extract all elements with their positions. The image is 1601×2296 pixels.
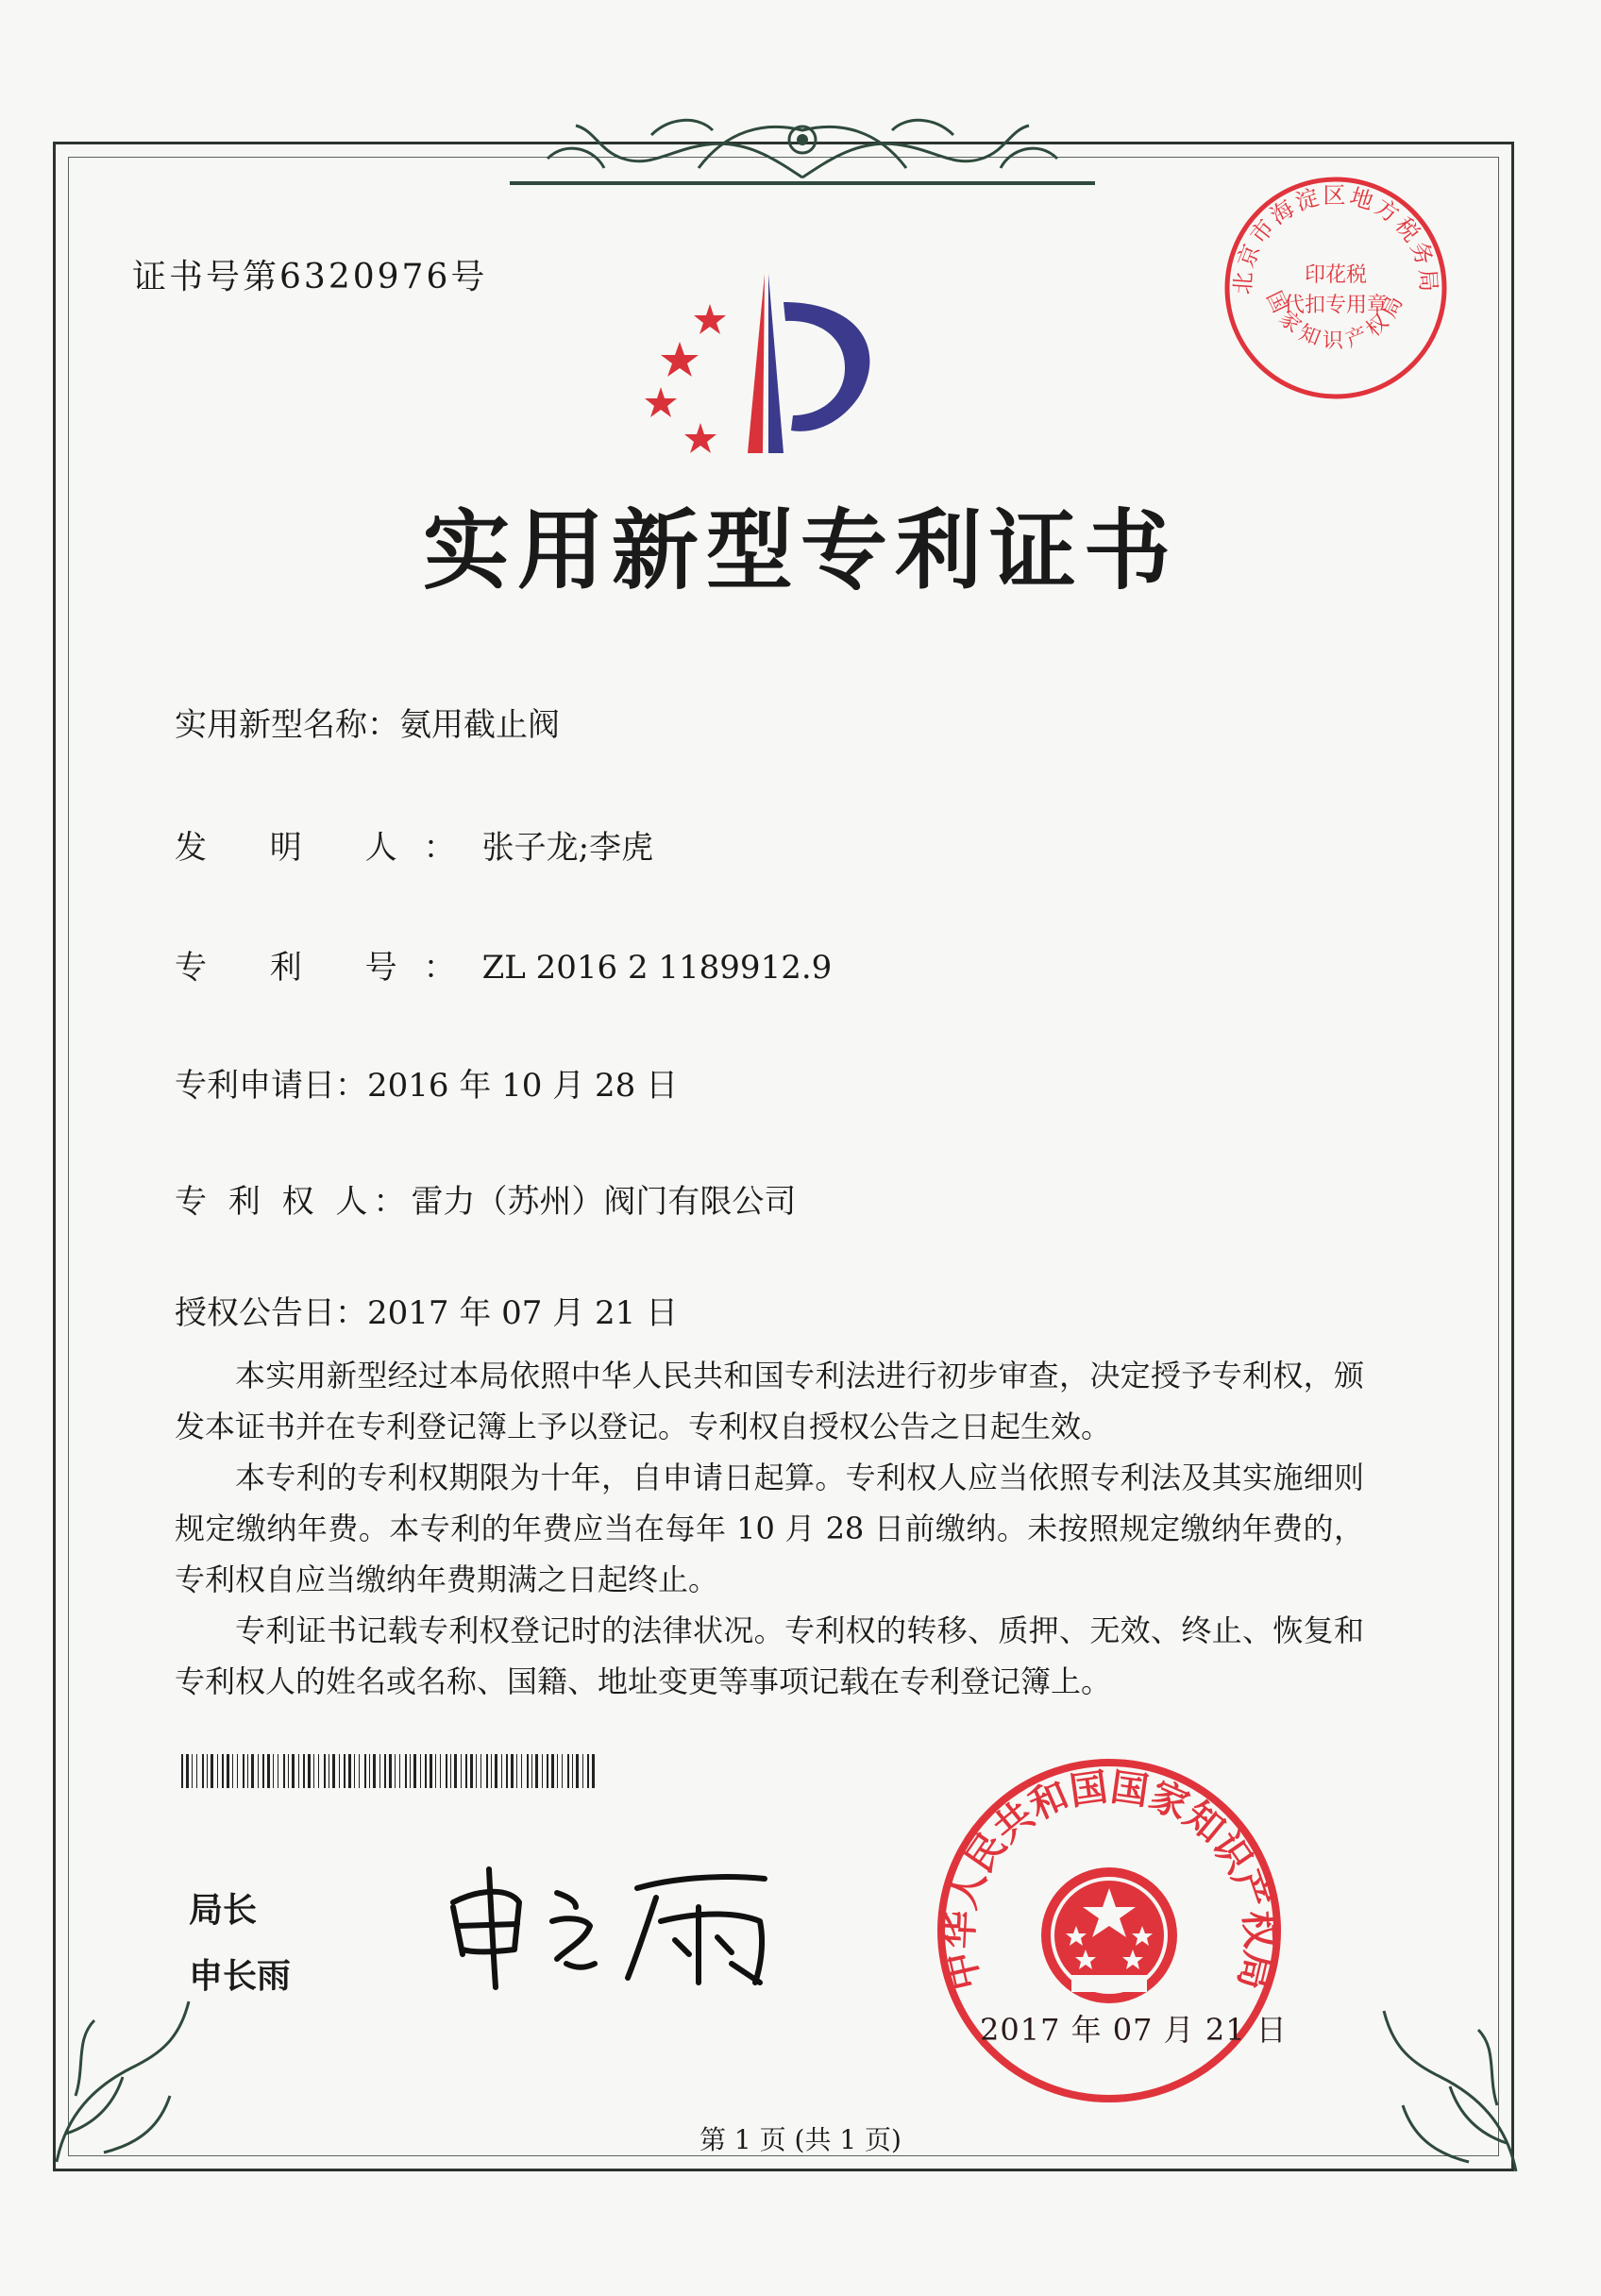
barcode-bar bbox=[308, 1754, 311, 1788]
barcode-bar bbox=[527, 1754, 529, 1788]
barcode-bar bbox=[313, 1754, 314, 1788]
field-patent-number bbox=[175, 941, 832, 988]
barcode-bar bbox=[450, 1754, 451, 1788]
official-title: 局长 bbox=[189, 1891, 258, 1930]
field-label: 专 利 权 人： bbox=[175, 1183, 412, 1221]
barcode-bar bbox=[551, 1754, 554, 1788]
barcode-bar bbox=[389, 1754, 392, 1788]
barcode-bar bbox=[364, 1754, 366, 1788]
certificate-number-suffix: 号 bbox=[450, 258, 488, 296]
barcode-bar bbox=[461, 1754, 462, 1788]
page-footer: 第 1 页 (共 1 页) bbox=[699, 2124, 902, 2155]
barcode-bar bbox=[521, 1754, 522, 1788]
barcode-bar bbox=[262, 1754, 264, 1788]
barcode-bar bbox=[542, 1754, 543, 1788]
barcode-bar bbox=[232, 1754, 233, 1788]
barcode-bar bbox=[273, 1754, 274, 1788]
barcode-bar bbox=[516, 1754, 517, 1788]
barcode-bar bbox=[196, 1754, 197, 1788]
barcode-bar bbox=[582, 1754, 583, 1788]
barcode-bar bbox=[476, 1754, 477, 1788]
barcode-bar bbox=[495, 1754, 497, 1788]
barcode-bar bbox=[217, 1754, 218, 1788]
field-value: 2017 年 07 月 21 日 bbox=[367, 1294, 679, 1332]
patent-emblem-icon bbox=[642, 264, 897, 467]
official-name: 申长雨 bbox=[189, 1957, 292, 1996]
barcode-bar bbox=[486, 1754, 488, 1788]
field-label: 实用新型名称： bbox=[175, 706, 399, 744]
field-value: 氨用截止阀 bbox=[399, 706, 560, 744]
barcode-bar bbox=[354, 1754, 355, 1788]
barcode-bar bbox=[430, 1754, 432, 1788]
tax-seal-ring-text: 北京市海淀区地方税务局 bbox=[1229, 182, 1442, 295]
barcode-bar bbox=[202, 1754, 204, 1788]
barcode-bar bbox=[379, 1754, 380, 1788]
barcode-bar bbox=[501, 1754, 502, 1788]
barcode-bar bbox=[480, 1754, 481, 1788]
tax-seal-line2: 代扣专用章 bbox=[1283, 294, 1389, 317]
field-value: 雷力（苏州）阀门有限公司 bbox=[411, 1183, 797, 1221]
barcode-bar bbox=[247, 1754, 248, 1788]
barcode-bar bbox=[470, 1754, 473, 1788]
field-inventor bbox=[175, 821, 653, 868]
barcode-bar bbox=[506, 1754, 508, 1788]
field-label: 专 利 号： bbox=[175, 949, 482, 987]
field-value: 2016 年 10 月 28 日 bbox=[367, 1067, 679, 1105]
top-ornament bbox=[510, 102, 1095, 189]
document-title: 实用新型专利证书 bbox=[422, 499, 1178, 601]
barcode-bar bbox=[446, 1754, 447, 1788]
barcode-bar bbox=[384, 1754, 386, 1788]
barcode-bar bbox=[324, 1754, 326, 1788]
handwritten-signature bbox=[444, 1850, 802, 1992]
barcode-bar bbox=[410, 1754, 411, 1788]
tax-seal-line1: 印花税 bbox=[1304, 263, 1368, 287]
barcode-bar bbox=[339, 1754, 340, 1788]
national-emblem-icon bbox=[1041, 1867, 1177, 2003]
field-value: ZL 2016 2 1189912.9 bbox=[481, 949, 833, 987]
barcode-bar bbox=[592, 1754, 595, 1788]
barcode-bar bbox=[425, 1754, 427, 1788]
barcode-bar bbox=[258, 1754, 259, 1788]
barcode-bar bbox=[186, 1754, 189, 1788]
certificate-number-prefix: 证书号第 bbox=[132, 258, 280, 296]
barcode-bar bbox=[369, 1754, 370, 1788]
barcode-bar bbox=[535, 1754, 538, 1788]
tax-seal-icon bbox=[1218, 170, 1454, 406]
barcode-bar bbox=[454, 1754, 457, 1788]
field-label: 授权公告日： bbox=[175, 1294, 367, 1332]
barcode-bar bbox=[318, 1754, 319, 1788]
field-label: 专利申请日： bbox=[175, 1067, 367, 1105]
national-ipa-seal-icon bbox=[935, 1756, 1284, 2105]
barcode-bar bbox=[359, 1754, 360, 1788]
barcode-bar bbox=[465, 1754, 467, 1788]
field-grant-date bbox=[175, 1287, 678, 1333]
seal-ring-text: 中华人民共和国国家知识产权局 bbox=[937, 1765, 1281, 1994]
barcode-bar bbox=[227, 1754, 229, 1788]
barcode-bar bbox=[572, 1754, 573, 1788]
field-value: 张子龙;李虎 bbox=[481, 829, 654, 867]
barcode-bar bbox=[288, 1754, 289, 1788]
barcode-bar bbox=[292, 1754, 295, 1788]
barcode-bar bbox=[373, 1754, 376, 1788]
barcode-bar bbox=[531, 1754, 532, 1788]
barcode-bar bbox=[395, 1754, 396, 1788]
barcode-bar bbox=[192, 1754, 193, 1788]
barcode-bar bbox=[491, 1754, 492, 1788]
barcode-bar bbox=[413, 1754, 416, 1788]
barcode-bar bbox=[303, 1754, 305, 1788]
barcode-bar bbox=[348, 1754, 351, 1788]
barcode-bar bbox=[567, 1754, 569, 1788]
body-paragraph-2: 本专利的专利权期限为十年，自申请日起算。专利权人应当依照专利法及其实施细则规定缴纳年费。本专利的年费应当在每年 10 月 28 日前缴纳。未按照规定缴纳年费的，专利权自应当缴纳年费期满之日起终止。 bbox=[175, 1460, 1364, 1597]
barcode-bar bbox=[576, 1754, 579, 1788]
barcode-bar bbox=[283, 1754, 285, 1788]
certificate-number-value: 6320976 bbox=[279, 258, 451, 296]
barcode-bar bbox=[243, 1754, 244, 1788]
tax-seal-bottom-text: 国家知识产权局 bbox=[1260, 287, 1411, 354]
barcode-bar bbox=[207, 1754, 208, 1788]
barcode-bar bbox=[440, 1754, 441, 1788]
field-label: 发 明 人： bbox=[175, 829, 482, 867]
barcode-bar bbox=[181, 1754, 183, 1788]
body-paragraph-1: 本实用新型经过本局依照中华人民共和国专利法进行初步审查，决定授予专利权，颁发本证书并在专利登记簿上予以登记。专利权自授权公告之日起生效。 bbox=[175, 1358, 1364, 1444]
barcode-bar bbox=[547, 1754, 548, 1788]
field-patentee bbox=[175, 1175, 796, 1222]
barcode-bar bbox=[298, 1754, 299, 1788]
field-application-date bbox=[175, 1059, 678, 1106]
barcode-bar bbox=[435, 1754, 436, 1788]
barcode-bar bbox=[405, 1754, 407, 1788]
barcode-bar bbox=[399, 1754, 400, 1788]
barcode-bar bbox=[211, 1754, 213, 1788]
barcode-bar bbox=[420, 1754, 421, 1788]
barcode-bar bbox=[332, 1754, 335, 1788]
barcode-bar bbox=[222, 1754, 224, 1788]
barcode-bar bbox=[237, 1754, 238, 1788]
seal-date: 2017 年 07 月 21 日 bbox=[980, 2012, 1288, 2048]
body-paragraph-3: 专利证书记载专利权登记时的法律状况。专利权的转移、质押、无效、终止、恢复和专利权人的姓名或名称、国籍、地址变更等事项记载在专利登记簿上。 bbox=[175, 1612, 1364, 1699]
barcode-bar bbox=[562, 1754, 563, 1788]
certificate-body bbox=[175, 1350, 1364, 1707]
barcode-bar bbox=[251, 1754, 254, 1788]
barcode-bar bbox=[511, 1754, 514, 1788]
barcode-bar bbox=[344, 1754, 345, 1788]
barcode bbox=[181, 1754, 597, 1788]
certificate-number bbox=[132, 250, 487, 298]
field-utility-model-name bbox=[175, 699, 560, 745]
barcode-bar bbox=[267, 1754, 270, 1788]
barcode-bar bbox=[587, 1754, 589, 1788]
barcode-bar bbox=[557, 1754, 558, 1788]
